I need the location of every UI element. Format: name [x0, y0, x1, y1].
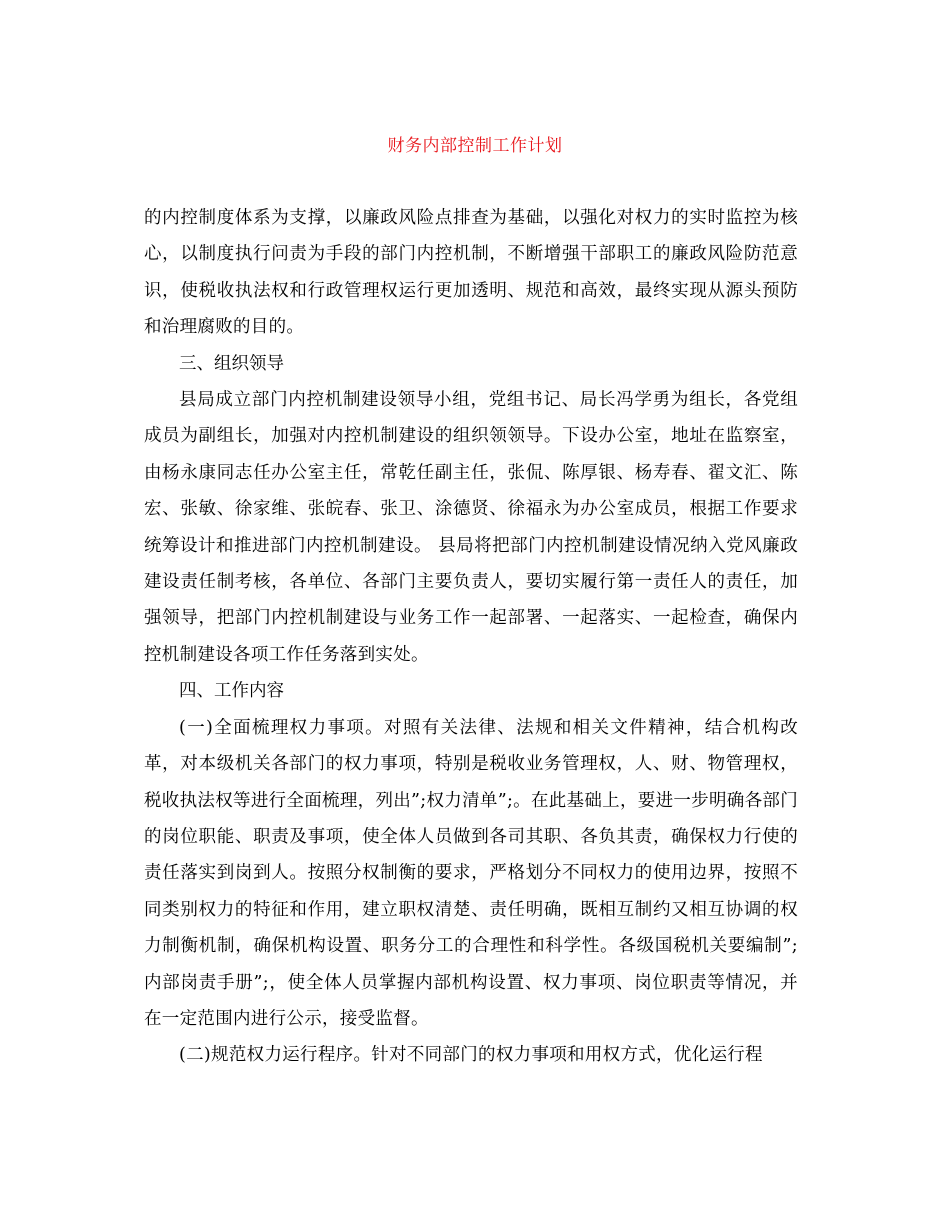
document-title: 财务内部控制工作计划 [387, 136, 563, 156]
paragraph-1: 的内控制度体系为支撑，以廉政风险点排查为基础，以强化对权力的实时监控为核心，以制度执行问责为手段的部门内控机制，不断增强干部职工的廉政风险防范意识，使税收执法权和行政管理权运行更加透明、规范和高效，最终实现从源头预防和治理腐败的目的。 [144, 208, 798, 338]
section-heading-work-content: 四、工作内容 [179, 681, 284, 702]
paragraph-3: (一)全面梳理权力事项。对照有关法律、法规和相关文件精神，结合机构改革，对本级机关各部门的权力事项，特别是税收业务管理权，人、财、物管理权，税收执法权等进行全面梳理，列出”;权力清单”;。在此基础上，要进一步明确各部门的岗位职能、职责及事项，使全体人员做到各司其职、各负其责，确保权力行使的责任落实到岗到人。按照分权制衡的要求，严格划分不同权力的使用边界，按照不同类别权力的特征和作用，建立职权清楚、责任明确，既相互制约又相互协调的权力制衡机制，确保机构设置、职务分工的合理性和科学性。各级国税机关要编制”;内部岗责手册”;，使全体人员掌握内部机构设置、权力事项、岗位职责等情况，并在一定范围内进行公示，接受监督。 [144, 717, 798, 1029]
section-heading-organization: 三、组织领导 [179, 353, 284, 374]
paragraph-2: 县局成立部门内控机制建设领导小组，党组书记、局长冯学勇为组长，各党组成员为副组长，加强对内控机制建设的组织领领导。下设办公室，地址在监察室，由杨永康同志任办公室主任，常乾任副主任，张侃、陈厚银、杨寿春、翟文汇、陈宏、张敏、徐家维、张皖春、张卫、涂德贤、徐福永为办公室成员，根据工作要求统筹设计和推进部门内控机制建设。 县局将把部门内控机制建设情况纳入党风廉政建设责任制考核，各单位、各部门主要负责人，要切实履行第一责任人的责任，加强领导，把部门内控机制建设与业务工作一起部署、一起落实、一起检查，确保内控机制建设各项工作任务落到实处。 [144, 390, 798, 665]
document-body [144, 200, 798, 1074]
paragraph-4: (二)规范权力运行程序。针对不同部门的权力事项和用权方式，优化运行程 [179, 1045, 763, 1066]
